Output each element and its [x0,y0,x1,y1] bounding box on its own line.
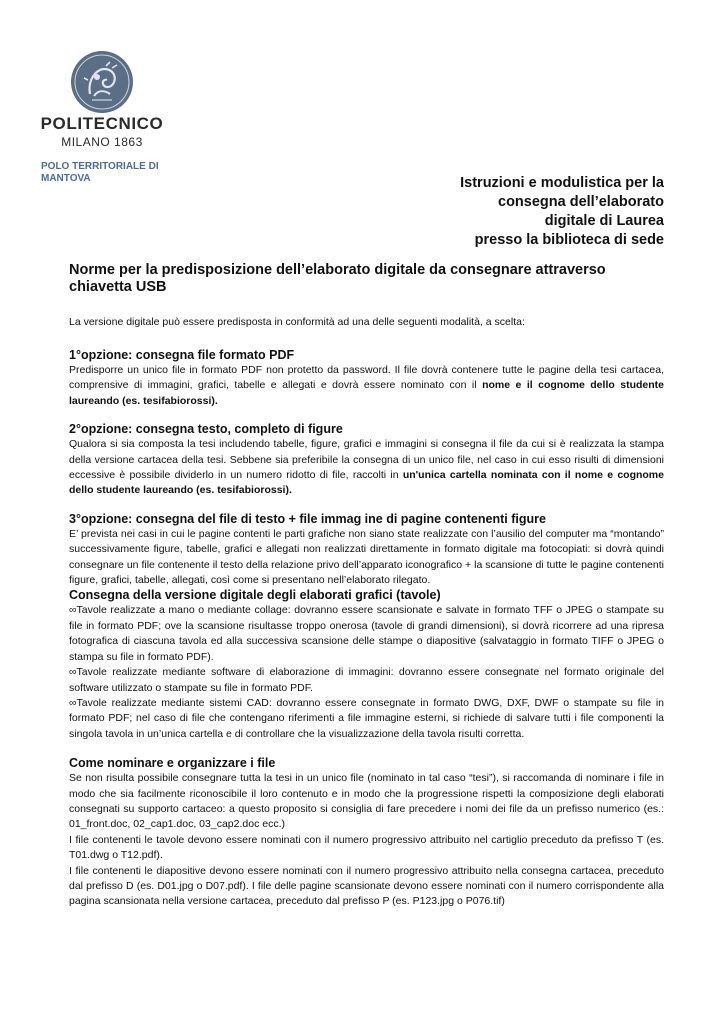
document-title [384,174,664,250]
naming-paragraph-2: I file contenenti le tavole devono essere nominati con il numero progressivo attribuito nel cartiglio preceduto da prefisso T (es. T01.dwg o T12.pdf). [69,833,664,862]
option-2-text-plain: Qualora si sia composta la tesi includendo tabelle, figure, grafici e immagini si consegna il file da cui si è realizzata la stampa della versione cartacea della tesi. Sebbene sia preferibile la consegna di un unico file, nel caso in cui esso risulti di dimensioni eccessive è possibile dividerlo in un numero ridotto di file, raccolti in [69,438,664,482]
option-2-text [69,437,664,499]
option-1-text [69,363,664,409]
main-content [69,262,664,910]
graphics-item-hand: ∞Tavole realizzate a mano o mediante collage: dovranno essere scansionate e salvate in formato TFF o JPEG o stampate su file in formato PDF; ove la scansione risultasse troppo onerosa (tavole di grandi dimensioni), si dovrà ricorrere ad una ripresa fotografica di ciascuna tavola ed alla successiva scansione delle stampe o diapositive (salvataggio in formato TIFF o JPEG o stampa su file in formato PDF). [69,604,664,663]
logo-city-year: MILANO 1863 [61,135,143,149]
graphics-item-software: ∞Tavole realizzate mediante software di elaborazione di immagini: dovranno essere consegnate nel formato originale del software utilizzato o stampate su file in formato PDF. [69,666,664,694]
title-line-2: consegna dell’elaborato [498,194,664,210]
logo-name: POLITECNICO [40,114,164,133]
graphics-section [69,588,664,742]
naming-section [69,756,664,910]
option-2-heading: 2°opzione: consegna testo, completo di figure [69,422,343,437]
campus-label-line2: MANTOVA [41,173,91,184]
politecnico-logo [38,50,168,150]
option-1-section [69,348,664,409]
naming-heading: Come nominare e organizzare i file [69,756,276,771]
option-3-text: E’ prevista nei casi in cui le pagine contenti le parti grafiche non siano state realizzate con l’ausilio del computer ma “montando” successivamente figure, tabelle, grafici e allegati non realizzati direttamente in formato digitale ma fotocopiati: si dovrà quindi consegnare un file contenente il testo della relazione privo dell’apparato iconografico + la scansione di tutte le pagine contenenti figure, grafici, tabelle, allegati, così come si presentano nell’elaborato rilegato. [69,527,664,587]
title-line-1: Istruzioni e modulistica per la [460,175,664,191]
title-line-4: presso la biblioteca di sede [474,232,664,248]
option-3-section [69,512,664,589]
option-1-heading: 1°opzione: consegna file formato PDF [69,348,295,362]
option-2-text-bold: un'unica cartella nominata con il nome e cognome dello studente laureando (es. tesifabiorossi). [69,469,664,497]
university-seal-icon [70,50,134,114]
graphics-item-cad: ∞Tavole realizzate mediante sistemi CAD: dovranno essere consegnate in formato DWG, DXF, DWF o stampate su file in formato PDF; nel caso di file che contengano riferimenti a file immagine esterni, si richiede di salvare tutti i file componenti la singola tavola in un’unica cartella e di controllare che la visualizzazione della tavola risulti corretta. [69,696,664,740]
option-3-heading: 3°opzione: consegna del file di testo + file immag ine di pagine contenenti figure [69,511,546,526]
campus-label-line1: POLO TERRITORIALE DI [41,161,159,172]
naming-paragraph-3: I file contenenti le diapositive devono essere nominati con il numero progressivo attribuito nella consegna cartacea, preceduto dal prefisso D (es. D01.jpg o D07.pdf). I file delle pagine scansionate devono essere nominati con il numero corrispondente alla pagina scansionata nella versione cartacea, preceduto dal prefisso P (es. P123.jpg o P076.tif) [69,864,664,908]
naming-paragraph-1: Se non risulta possibile consegnare tutta la tesi in un unico file (nominato in tal caso “tesi”), si raccomanda di nominare i file in modo che sia facilmente riconoscibile il loro contenuto e in modo che la progressione rispetti la composizione degli elaborati consegnati su supporto cartaceo: a questo proposito si consiglia di fare precedere i nomi dei file da un prefisso numerico (es.: 01_front.doc, 02_cap1.doc, 03_cap2.doc ecc.) [69,772,664,831]
option-1-text-plain: Predisporre un unico file in formato PDF non protetto da password. Il file dovrà contenere tutte le pagine della tesi cartacea, comprensive di immagini, grafici, tabelle e allegati e dovrà essere nominato con il [69,364,664,392]
title-line-3: digitale di Laurea [544,213,664,229]
intro-text: La versione digitale può essere predisposta in conformità ad una delle seguenti modalità, a scelta: [69,316,525,328]
option-2-section [69,422,664,499]
main-heading: Norme per la predisposizione dell’elaborato digitale da consegnare attraverso chiavetta USB [69,262,606,295]
campus-label [41,161,181,185]
graphics-heading: Consegna della versione digitale degli elaborati grafici (tavole) [69,588,441,603]
option-1-text-bold: nome e il cognome dello studente laureando (es. tesifabiorossi). [69,379,664,407]
